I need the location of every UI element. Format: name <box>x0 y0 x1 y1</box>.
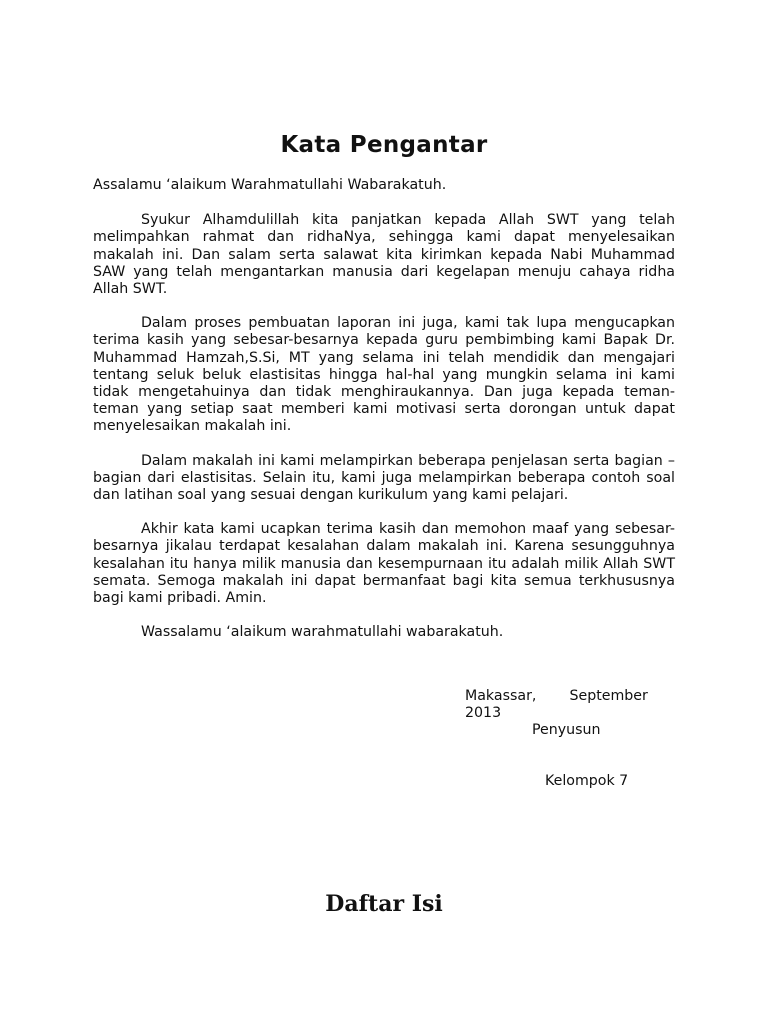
signature-month: September <box>569 688 648 704</box>
paragraph-apology: Akhir kata kami ucapkan terima kasih dan memohon maaf yang sebesar-besarnya jikalau terdapat kesalahan dalam makalah ini. Karena sesungguhnya kesalahan itu hanya milik manusia dan kesempurnaan itu adalah milik Allah SWT semata. Semoga makalah ini dapat bermanfaat bagi kita semua terkhususnya bagi kami pribadi. Amin. <box>93 521 675 607</box>
paragraph-thanks: Dalam proses pembuatan laporan ini juga, kami tak lupa mengucapkan terima kasih yang sebesar-besarnya kepada guru pembimbing kami Bapak Dr. Muhammad Hamzah,S.Si, MT yang selama ini telah mendidik dan mengajari tentang seluk beluk elastisitas hingga hal-hal yang mungkin selama ini kami tidak mengetahuinya dan tidak menghiraukannya. Dan juga kepada teman-teman yang setiap saat memberi kami motivasi serta dorongan untuk dapat menyelesaikan makalah ini. <box>93 315 675 435</box>
signature-place: Makassar, <box>465 688 537 704</box>
letter-body <box>93 177 675 641</box>
table-of-contents-heading: Daftar Isi <box>325 891 443 917</box>
greeting-text: Assalamu ‘alaikum Warahmatullahi Wabarakatuh. <box>93 177 447 193</box>
signature-group: Kelompok 7 <box>545 773 629 789</box>
paragraph-gratitude: Syukur Alhamdulillah kita panjatkan kepada Allah SWT yang telah melimpahkan rahmat dan ridhaNya, sehingga kami dapat menyelesaikan makalah ini. Dan salam serta salawat kita kirimkan kepada Nabi Muhammad SAW yang telah mengantarkan manusia dari kegelapan menuju cahaya ridha Allah SWT. <box>93 212 675 298</box>
paragraph-contents: Dalam makalah ini kami melampirkan beberapa penjelasan serta bagian – bagian dari elastisitas. Selain itu, kami juga melampirkan beberapa contoh soal dan latihan soal yang sesuai dengan kurikulum yang kami pelajari. <box>93 452 675 504</box>
signature-role: Penyusun <box>532 722 601 738</box>
signature-place-date <box>465 688 658 722</box>
signature-year: 2013 <box>465 705 502 722</box>
closing-text: Wassalamu ‘alaikum warahmatullahi wabarakatuh. <box>141 624 504 641</box>
page-title: Kata Pengantar <box>280 132 488 158</box>
